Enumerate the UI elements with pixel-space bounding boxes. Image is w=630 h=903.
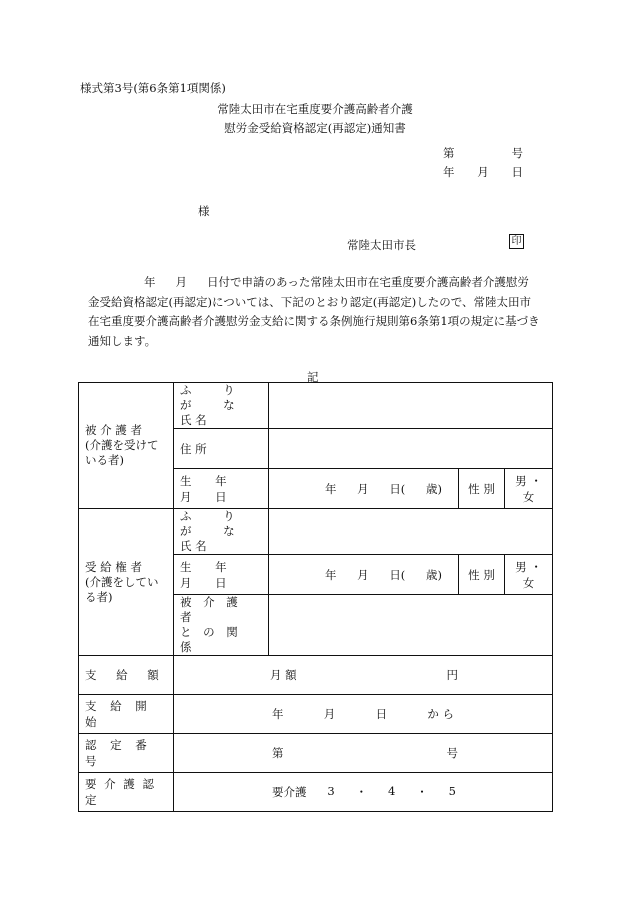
care-level-label: 要 介 護 認 定 [79, 773, 174, 812]
document-title-line2: 慰労金受給資格認定(再認定)通知書 [224, 121, 406, 135]
recipient-name-field[interactable] [269, 383, 553, 429]
number-suffix: 号 [511, 146, 523, 160]
relation-field[interactable] [269, 595, 553, 656]
relation-label: 被 介 護 者 と の 関 係 [174, 595, 269, 656]
beneficiary-birthdate-label: 生 年 月 日 [174, 555, 269, 595]
addressee-suffix: 様 [198, 204, 210, 218]
seal-mark: 印 [509, 234, 524, 249]
cert-number-label: 認 定 番 号 [79, 734, 174, 773]
body-line1: 年 月 日付で申請のあった常陸太田市在宅重度要介護高齢者介護慰労 [144, 275, 529, 289]
recipient-address-field[interactable] [269, 429, 553, 469]
date-year: 年 [443, 165, 455, 179]
beneficiary-birthdate-field[interactable]: 年 月 日( 歳) [269, 555, 459, 595]
payment-start-field[interactable]: 年 月 日 か ら [174, 695, 553, 734]
payment-amount-label: 支 給 額 [79, 656, 174, 695]
recipient-birthdate-field[interactable]: 年 月 日( 歳) [269, 469, 459, 509]
document-title-line1: 常陸太田市在宅重度要介護高齢者介護 [217, 102, 413, 116]
form-number: 様式第3号(第6条第1項関係) [80, 81, 226, 95]
certification-table [78, 382, 553, 812]
beneficiary-label: 受 給 権 者 (介護をしてい る者) [79, 509, 174, 656]
date-month: 月 [477, 165, 489, 179]
beneficiary-sex-field[interactable]: 男 ・ 女 [505, 555, 553, 595]
care-level-field[interactable]: 要介護 3 ・ 4 ・ 5 [174, 773, 553, 812]
date-day: 日 [511, 165, 523, 179]
payment-start-label: 支 給 開 始 [79, 695, 174, 734]
body-line4: 通知します。 [88, 333, 157, 348]
body-line3: 在宅重度要介護高齢者介護慰労金支給に関する条例施行規則第6条第1項の規定に基づき [88, 314, 540, 328]
notice-body [88, 273, 558, 351]
issuer-name: 常陸太田市長 [347, 238, 416, 252]
cert-number-field[interactable]: 第 号 [174, 734, 553, 773]
beneficiary-sex-label: 性 別 [459, 555, 505, 595]
beneficiary-name-field[interactable] [269, 509, 553, 555]
recipient-sex-field[interactable]: 男 ・ 女 [505, 469, 553, 509]
recipient-address-label: 住 所 [174, 429, 269, 469]
document-number [443, 145, 523, 161]
payment-amount-field[interactable]: 月 額 円 [174, 656, 553, 695]
care-recipient-label: 被 介 護 者 (介護を受けて いる者) [79, 383, 174, 509]
recipient-sex-label: 性 別 [459, 469, 505, 509]
number-prefix: 第 [443, 146, 455, 160]
beneficiary-name-label: ふ り が な 氏 名 [174, 509, 269, 555]
recipient-name-label: ふ り が な 氏 名 [174, 383, 269, 429]
ki-heading: 記 [307, 370, 319, 384]
recipient-birthdate-label: 生 年 月 日 [174, 469, 269, 509]
issue-date [443, 164, 523, 180]
body-line2: 金受給資格認定(再認定)については、下記のとおり認定(再認定)したので、常陸太田市 [88, 294, 531, 309]
